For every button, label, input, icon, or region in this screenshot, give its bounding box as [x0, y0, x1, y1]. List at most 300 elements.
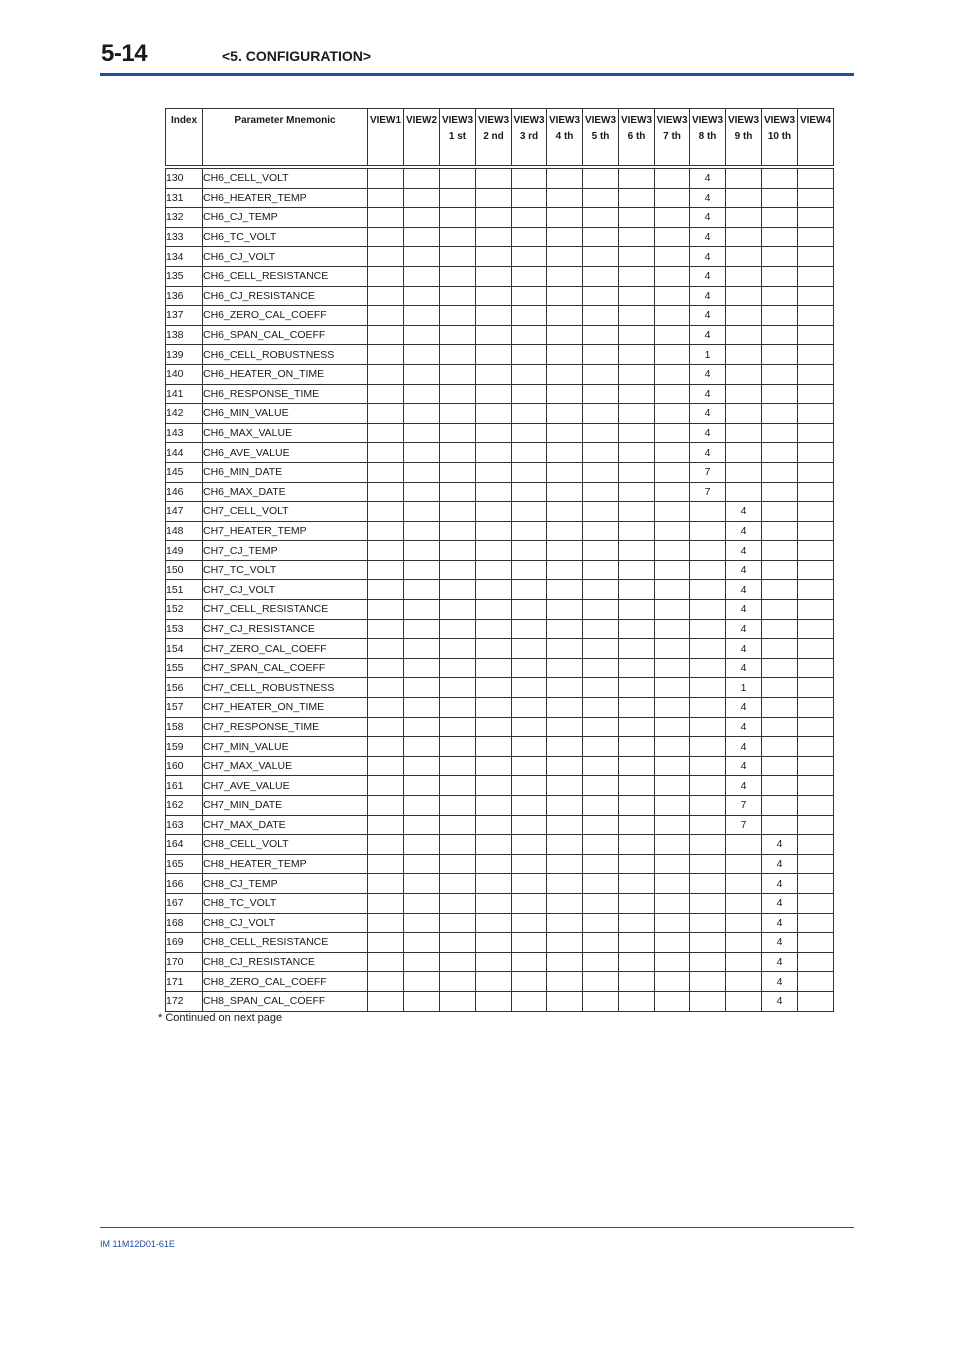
view-cell	[476, 796, 512, 816]
view-cell	[440, 169, 476, 189]
view-cell	[547, 266, 583, 286]
view-cell	[583, 169, 619, 189]
view-cell	[440, 580, 476, 600]
view-cell	[476, 227, 512, 247]
index-cell: 159	[166, 737, 203, 757]
view-cell	[512, 364, 547, 384]
view-cell	[762, 698, 798, 718]
column-header-label: VIEW2	[405, 115, 438, 126]
view-cell	[762, 815, 798, 835]
view-cell	[547, 698, 583, 718]
view-cell	[440, 345, 476, 365]
view-cell	[619, 169, 655, 189]
table-row	[166, 404, 834, 424]
view-cell	[619, 462, 655, 482]
view-cell	[476, 580, 512, 600]
index-cell: 164	[166, 835, 203, 855]
view-cell	[762, 717, 798, 737]
column-header	[368, 109, 404, 166]
view-cell	[368, 737, 404, 757]
view-cell	[690, 619, 726, 639]
table-row	[166, 266, 834, 286]
view-cell	[476, 658, 512, 678]
view-cell	[404, 972, 440, 992]
view-cell	[404, 874, 440, 894]
view-cell	[440, 913, 476, 933]
view-cell	[512, 227, 547, 247]
view-cell	[512, 678, 547, 698]
view-cell: 4	[762, 913, 798, 933]
view-cell	[619, 854, 655, 874]
view-cell	[440, 443, 476, 463]
view-cell	[690, 796, 726, 816]
view-cell	[726, 933, 762, 953]
index-cell: 151	[166, 580, 203, 600]
view-cell	[547, 776, 583, 796]
view-cell: 4	[762, 893, 798, 913]
view-cell	[476, 893, 512, 913]
view-cell	[512, 952, 547, 972]
view-cell: 7	[726, 796, 762, 816]
index-cell: 140	[166, 364, 203, 384]
view-cell	[547, 933, 583, 953]
table-body	[166, 166, 834, 1012]
view-cell	[619, 874, 655, 894]
view-cell	[440, 600, 476, 620]
view-cell	[726, 482, 762, 502]
view-cell	[368, 462, 404, 482]
view-cell: 4	[726, 521, 762, 541]
index-cell: 162	[166, 796, 203, 816]
view-cell	[619, 600, 655, 620]
view-cell	[440, 384, 476, 404]
view-cell	[368, 933, 404, 953]
view-cell	[762, 247, 798, 267]
column-header	[726, 109, 762, 166]
view-cell	[798, 521, 834, 541]
view-cell: 4	[762, 991, 798, 1011]
view-cell	[404, 796, 440, 816]
view-cell	[440, 423, 476, 443]
view-cell	[798, 933, 834, 953]
mnemonic-cell: CH7_MIN_DATE	[203, 796, 368, 816]
view-cell	[583, 266, 619, 286]
view-cell	[512, 247, 547, 267]
table-row	[166, 893, 834, 913]
view-cell	[368, 835, 404, 855]
view-cell	[476, 404, 512, 424]
view-cell	[368, 991, 404, 1011]
parameter-table	[165, 108, 834, 1012]
mnemonic-cell: CH7_SPAN_CAL_COEFF	[203, 658, 368, 678]
view-cell	[762, 384, 798, 404]
view-cell	[404, 345, 440, 365]
view-cell	[440, 502, 476, 522]
view-cell	[583, 462, 619, 482]
view-cell	[512, 541, 547, 561]
index-cell: 134	[166, 247, 203, 267]
view-cell	[547, 756, 583, 776]
view-cell	[798, 482, 834, 502]
index-cell: 165	[166, 854, 203, 874]
view-cell	[440, 560, 476, 580]
view-cell	[655, 991, 690, 1011]
column-header-label: VIEW3	[548, 115, 581, 126]
view-cell	[547, 600, 583, 620]
view-cell	[583, 639, 619, 659]
view-cell: 4	[690, 188, 726, 208]
view-cell	[655, 188, 690, 208]
table-row	[166, 462, 834, 482]
view-cell	[547, 893, 583, 913]
view-cell	[798, 247, 834, 267]
column-header	[619, 109, 655, 166]
view-cell	[512, 619, 547, 639]
view-cell	[547, 462, 583, 482]
column-header-label: VIEW3	[727, 115, 760, 126]
footer-rule	[100, 1227, 854, 1228]
view-cell	[476, 560, 512, 580]
view-cell: 4	[762, 854, 798, 874]
view-cell	[655, 580, 690, 600]
view-cell	[512, 521, 547, 541]
view-cell	[404, 364, 440, 384]
view-cell	[583, 541, 619, 561]
chapter-title: <5. CONFIGURATION>	[222, 48, 372, 64]
view-cell	[368, 423, 404, 443]
view-cell	[583, 756, 619, 776]
view-cell	[726, 208, 762, 228]
view-cell	[512, 698, 547, 718]
view-cell	[368, 286, 404, 306]
view-cell: 4	[690, 286, 726, 306]
view-cell	[655, 306, 690, 326]
column-header	[583, 109, 619, 166]
view-cell: 4	[726, 541, 762, 561]
view-cell	[476, 639, 512, 659]
mnemonic-cell: CH7_HEATER_TEMP	[203, 521, 368, 541]
view-cell	[655, 423, 690, 443]
view-cell	[404, 443, 440, 463]
view-cell: 4	[690, 423, 726, 443]
view-cell: 4	[690, 325, 726, 345]
view-cell	[798, 835, 834, 855]
view-cell	[583, 619, 619, 639]
view-cell	[762, 169, 798, 189]
view-cell	[583, 835, 619, 855]
view-cell	[798, 541, 834, 561]
table-row	[166, 933, 834, 953]
view-cell	[583, 325, 619, 345]
view-cell	[726, 991, 762, 1011]
view-cell	[583, 737, 619, 757]
view-cell	[619, 443, 655, 463]
view-cell	[619, 188, 655, 208]
view-cell	[655, 600, 690, 620]
index-cell: 130	[166, 169, 203, 189]
view-cell	[512, 737, 547, 757]
view-cell	[583, 933, 619, 953]
mnemonic-cell: CH7_MIN_VALUE	[203, 737, 368, 757]
view-cell	[690, 776, 726, 796]
view-cell	[404, 893, 440, 913]
view-cell	[547, 208, 583, 228]
view-cell	[368, 815, 404, 835]
index-cell: 138	[166, 325, 203, 345]
table-row	[166, 247, 834, 267]
view-cell: 4	[690, 266, 726, 286]
view-cell	[404, 482, 440, 502]
view-cell	[404, 521, 440, 541]
view-cell	[547, 384, 583, 404]
view-cell	[512, 345, 547, 365]
view-cell	[476, 815, 512, 835]
view-cell	[762, 639, 798, 659]
view-cell	[404, 991, 440, 1011]
mnemonic-cell: CH7_TC_VOLT	[203, 560, 368, 580]
view-cell	[762, 462, 798, 482]
view-cell	[512, 815, 547, 835]
table-row	[166, 227, 834, 247]
index-cell: 147	[166, 502, 203, 522]
view-cell: 4	[726, 717, 762, 737]
view-cell	[726, 854, 762, 874]
mnemonic-cell: CH8_CELL_RESISTANCE	[203, 933, 368, 953]
view-cell	[798, 854, 834, 874]
view-cell	[404, 913, 440, 933]
view-cell	[619, 717, 655, 737]
view-cell	[690, 541, 726, 561]
index-cell: 168	[166, 913, 203, 933]
view-cell	[512, 580, 547, 600]
column-header-sublabel: 8 th	[698, 131, 717, 142]
mnemonic-cell: CH7_RESPONSE_TIME	[203, 717, 368, 737]
index-cell: 160	[166, 756, 203, 776]
view-cell	[690, 658, 726, 678]
header-rule	[100, 73, 854, 76]
table-row	[166, 991, 834, 1011]
column-header-label: VIEW1	[369, 115, 402, 126]
view-cell	[476, 678, 512, 698]
view-cell	[368, 874, 404, 894]
view-cell	[619, 345, 655, 365]
table-row	[166, 972, 834, 992]
view-cell	[583, 384, 619, 404]
mnemonic-cell: CH7_MAX_VALUE	[203, 756, 368, 776]
view-cell	[798, 462, 834, 482]
table-row	[166, 345, 834, 365]
view-cell	[547, 482, 583, 502]
mnemonic-cell: CH6_AVE_VALUE	[203, 443, 368, 463]
view-cell	[547, 423, 583, 443]
view-cell	[512, 972, 547, 992]
view-cell	[476, 600, 512, 620]
view-cell	[798, 893, 834, 913]
mnemonic-cell: CH7_AVE_VALUE	[203, 776, 368, 796]
view-cell	[547, 580, 583, 600]
view-cell	[619, 835, 655, 855]
view-cell	[798, 658, 834, 678]
view-cell	[655, 796, 690, 816]
view-cell	[655, 815, 690, 835]
view-cell	[476, 443, 512, 463]
view-cell	[762, 600, 798, 620]
view-cell	[690, 678, 726, 698]
view-cell	[655, 560, 690, 580]
view-cell	[512, 482, 547, 502]
view-cell	[547, 286, 583, 306]
index-cell: 143	[166, 423, 203, 443]
view-cell	[619, 247, 655, 267]
column-header-label: VIEW3	[620, 115, 653, 126]
view-cell	[440, 325, 476, 345]
view-cell	[655, 482, 690, 502]
view-cell: 4	[726, 619, 762, 639]
view-cell	[726, 893, 762, 913]
view-cell: 4	[690, 306, 726, 326]
view-cell	[404, 952, 440, 972]
view-cell	[762, 325, 798, 345]
view-cell	[726, 972, 762, 992]
view-cell	[726, 306, 762, 326]
view-cell	[547, 502, 583, 522]
view-cell	[440, 756, 476, 776]
view-cell	[512, 384, 547, 404]
document-id: IM 11M12D01-61E	[100, 1239, 175, 1249]
view-cell	[512, 325, 547, 345]
table-row	[166, 580, 834, 600]
mnemonic-cell: CH6_SPAN_CAL_COEFF	[203, 325, 368, 345]
index-cell: 157	[166, 698, 203, 718]
view-cell	[440, 874, 476, 894]
view-cell: 4	[726, 776, 762, 796]
mnemonic-cell: CH7_CELL_VOLT	[203, 502, 368, 522]
view-cell	[655, 502, 690, 522]
view-cell	[798, 874, 834, 894]
view-cell	[655, 169, 690, 189]
view-cell	[726, 874, 762, 894]
view-cell	[547, 854, 583, 874]
view-cell	[762, 580, 798, 600]
column-header	[440, 109, 476, 166]
view-cell	[404, 580, 440, 600]
view-cell	[512, 462, 547, 482]
view-cell	[512, 306, 547, 326]
view-cell	[404, 639, 440, 659]
index-cell: 158	[166, 717, 203, 737]
view-cell	[404, 835, 440, 855]
view-cell: 1	[690, 345, 726, 365]
column-header	[762, 109, 798, 166]
view-cell	[798, 737, 834, 757]
view-cell	[583, 874, 619, 894]
view-cell	[726, 169, 762, 189]
view-cell	[726, 384, 762, 404]
view-cell	[762, 364, 798, 384]
mnemonic-cell: CH6_MAX_DATE	[203, 482, 368, 502]
index-cell: 169	[166, 933, 203, 953]
mnemonic-cell: CH6_RESPONSE_TIME	[203, 384, 368, 404]
view-cell	[404, 678, 440, 698]
table-row	[166, 541, 834, 561]
view-cell	[368, 776, 404, 796]
view-cell	[583, 247, 619, 267]
view-cell	[690, 815, 726, 835]
view-cell	[368, 796, 404, 816]
view-cell	[547, 404, 583, 424]
view-cell	[583, 423, 619, 443]
view-cell	[440, 482, 476, 502]
view-cell	[690, 698, 726, 718]
view-cell	[547, 169, 583, 189]
view-cell	[726, 423, 762, 443]
view-cell	[512, 443, 547, 463]
mnemonic-cell: CH7_ZERO_CAL_COEFF	[203, 639, 368, 659]
view-cell	[798, 306, 834, 326]
column-header-label: VIEW4	[799, 115, 832, 126]
index-cell: 153	[166, 619, 203, 639]
view-cell	[547, 952, 583, 972]
view-cell	[440, 266, 476, 286]
view-cell	[404, 658, 440, 678]
view-cell	[619, 423, 655, 443]
view-cell	[512, 835, 547, 855]
view-cell	[583, 404, 619, 424]
view-cell	[583, 815, 619, 835]
view-cell	[368, 227, 404, 247]
view-cell	[619, 972, 655, 992]
view-cell	[547, 325, 583, 345]
table-row	[166, 502, 834, 522]
table-row	[166, 619, 834, 639]
view-cell	[547, 345, 583, 365]
column-header	[547, 109, 583, 166]
view-cell	[798, 756, 834, 776]
view-cell	[512, 991, 547, 1011]
view-cell	[547, 560, 583, 580]
view-cell: 4	[726, 580, 762, 600]
view-cell	[690, 737, 726, 757]
column-header	[798, 109, 834, 166]
mnemonic-cell: CH8_TC_VOLT	[203, 893, 368, 913]
index-cell: 132	[166, 208, 203, 228]
view-cell	[404, 541, 440, 561]
view-cell	[798, 502, 834, 522]
view-cell: 4	[762, 874, 798, 894]
mnemonic-cell: CH6_MIN_VALUE	[203, 404, 368, 424]
mnemonic-cell: CH6_CJ_VOLT	[203, 247, 368, 267]
column-header-label: VIEW3	[584, 115, 617, 126]
view-cell	[476, 776, 512, 796]
view-cell: 4	[726, 756, 762, 776]
view-cell	[368, 521, 404, 541]
index-cell: 172	[166, 991, 203, 1011]
view-cell	[798, 325, 834, 345]
view-cell	[476, 345, 512, 365]
view-cell	[476, 717, 512, 737]
view-cell	[368, 600, 404, 620]
view-cell	[619, 639, 655, 659]
view-cell	[655, 776, 690, 796]
table-row	[166, 952, 834, 972]
view-cell	[690, 756, 726, 776]
view-cell	[762, 502, 798, 522]
view-cell	[619, 913, 655, 933]
view-cell	[512, 933, 547, 953]
view-cell	[404, 384, 440, 404]
view-cell	[655, 404, 690, 424]
view-cell	[404, 208, 440, 228]
